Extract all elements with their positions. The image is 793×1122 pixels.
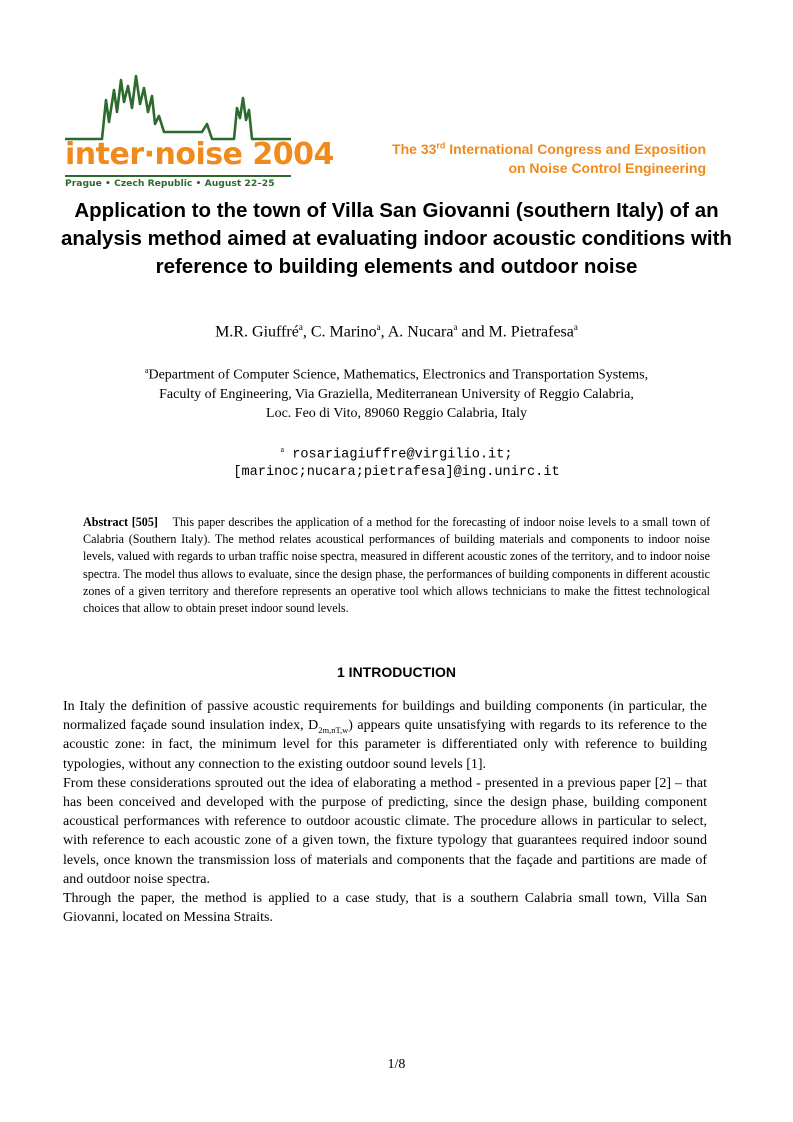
abstract-text: This paper describes the application of a method for the forecasting of indoor noise levels to a small town of Calabria (Southern Italy). The method relates acoustical performances of building materials and components to indoor noise levels, valued with regards to urban traffic noise spectra, measured in different acoustic zones of the territory, and to indoor noise spectra. The model thus allows to evaluate, since the design phase, the performances of building components in different acoustic zones of a given territory and therefore represents an operative tool which allows technicians to make the fittest technological choices that allow to obtain preset indoor sound levels. — [83, 515, 710, 616]
email-line-1 — [60, 441, 733, 464]
prague-skyline-icon — [62, 72, 294, 190]
logo-subtitle: Prague • Czech Republic • August 22–25 — [65, 178, 275, 189]
congress-name: International Congress and Exposition — [445, 141, 706, 157]
section-heading: 1 INTRODUCTION — [337, 664, 456, 680]
affiliation-line-3: Loc. Feo di Vito, 89060 Reggio Calabria, Italy — [266, 405, 527, 421]
congress-banner — [392, 140, 706, 178]
page-number: 1/8 — [387, 1057, 406, 1072]
author-separator: , — [380, 323, 388, 341]
congress-line-2: on Noise Control Engineering — [508, 160, 706, 176]
author-name: M. Pietrafesa — [488, 323, 574, 341]
abstract-label: Abstract [505] — [83, 515, 158, 529]
congress-line-1 — [392, 140, 706, 159]
affiliation — [60, 361, 733, 423]
author-affil-mark: a — [376, 322, 381, 332]
introduction-body — [63, 697, 707, 927]
paragraph — [63, 697, 707, 774]
affiliation-mark: a — [144, 366, 149, 375]
author-affil-mark: a — [298, 322, 303, 332]
author-name: M.R. Giuffré — [215, 323, 299, 341]
affiliation-line-2: Faculty of Engineering, Via Graziella, Mediterranean University of Reggio Calabria, — [159, 386, 634, 402]
email-address: rosariagiuffre@virgilio.it; — [292, 447, 513, 463]
paragraph-text: In Italy the definition of passive acoustic requirements for buildings and building components (in particular, the normalized façade sound insulation index, D — [63, 699, 707, 734]
paper-title: Application to the town of Villa San Giovanni (southern Italy) of an analysis method aimed at evaluating indoor acoustic conditions with reference to building elements and outdoor noise — [61, 199, 732, 278]
author-name: A. Nucara — [387, 323, 454, 341]
contact-emails — [60, 441, 733, 481]
index-subscript: 2m,nT,w — [318, 725, 349, 735]
author-separator: and — [457, 323, 489, 341]
paragraph-text: ) appears quite unsatisfying with regards to its reference to the acoustic zone: in fact, the minimum level for this parameter is differentiated only with reference to building typologies, without any connection to the existing outdoor sound levels [1]. — [63, 718, 708, 772]
abstract — [83, 514, 710, 617]
author-affil-mark: a — [573, 322, 578, 332]
paragraph: Through the paper, the method is applied to a case study, that is a southern Calabria small town, Villa San Giovanni, located on Messina Straits. — [63, 891, 707, 926]
email-mark: a — [280, 445, 285, 454]
author-separator: , — [302, 323, 311, 341]
affiliation-text: Department of Computer Science, Mathematics, Electronics and Transportation Systems, — [148, 367, 649, 383]
author-name: C. Marino — [310, 323, 377, 341]
affiliation-line-1 — [60, 361, 733, 385]
author-list — [0, 322, 793, 341]
logo-wordmark: inter·noise 2004 — [65, 137, 334, 172]
paragraph: From these considerations sprouted out the idea of elaborating a method - presented in a previous paper [2] – that has been conceived and developed with the purpose of predicting, since the design phase, building component acoustical performances with reference to outdoor acoustic climate. The procedure allows in particular to select, with reference to each acoustic zone of a given town, the fixture typology that guarantees required indoor sound levels, once known the transmission loss of materials and components that the façade and partitions are made of and outdoor noise spectra. — [63, 775, 707, 887]
congress-ordinal-suffix: rd — [436, 140, 446, 151]
conference-logo — [62, 72, 334, 190]
author-affil-mark: a — [453, 322, 458, 332]
email-line-2: [marinoc;nucara;pietrafesa]@ing.unirc.it — [233, 464, 560, 480]
congress-ordinal: The 33 — [392, 141, 437, 157]
